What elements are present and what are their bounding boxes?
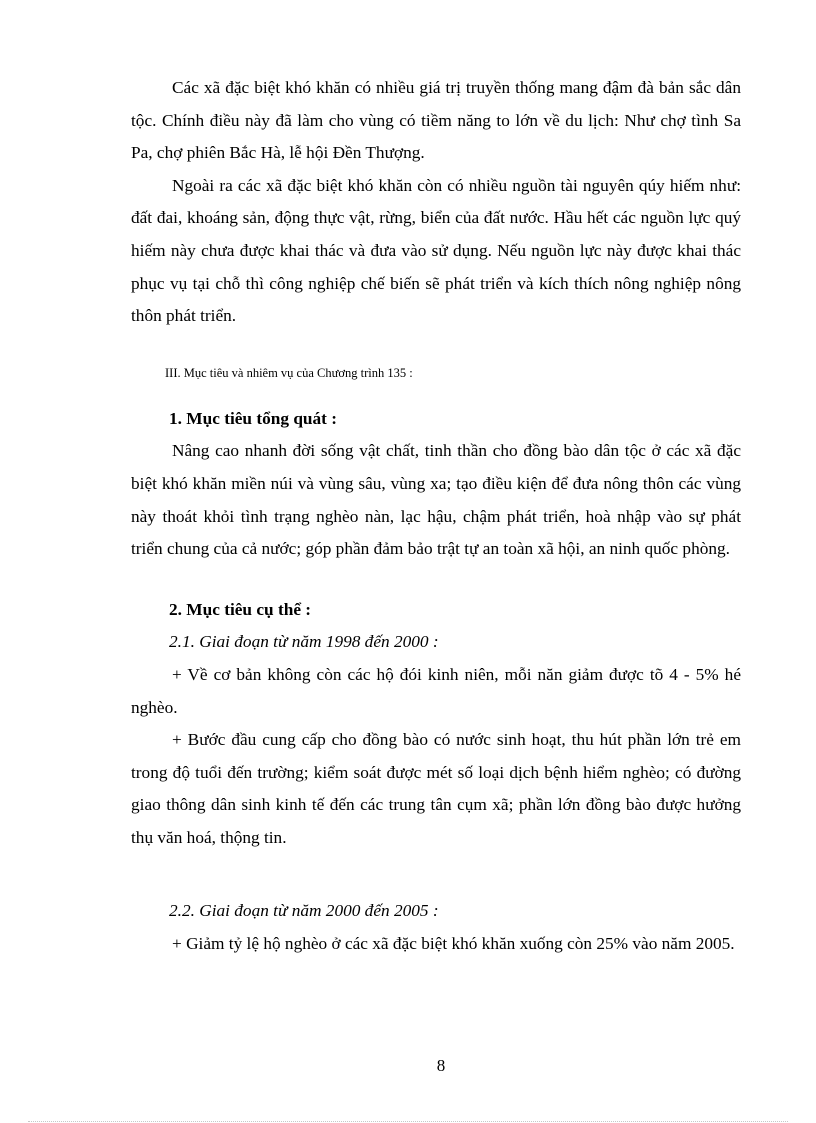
paragraph-phase2-item1: + Giảm tỷ lệ hộ nghèo ở các xã đặc biệt khó khăn xuống còn 25% vào năm 2005. <box>172 934 735 954</box>
page-bottom-divider <box>28 1121 788 1122</box>
page-content <box>131 72 741 961</box>
heading-specific-goals: 2. Mục tiêu cụ thể : <box>169 599 312 619</box>
heading-phase-2000-2005: 2.2. Giai đoạn từ năm 2000 đến 2005 : <box>169 901 439 921</box>
heading-general-goal: 1. Mục tiêu tổng quát : <box>169 408 338 428</box>
paragraph-phase1-item2: + Bước đầu cung cấp cho đồng bào có nước sinh hoạt, thu hút phần lớn trẻ em trong độ tuổi đến trường; kiểm soát được mét số loại dịch bệnh hiểm nghèo; có đường giao thông dân sinh kinh tế đến các trung tân cụm xã; phần lớn đồng bào được hưởng thụ văn hoá, thộng tin. <box>131 730 741 847</box>
paragraph-natural-resources: Ngoài ra các xã đặc biệt khó khăn còn có nhiều nguồn tài nguyên qúy hiếm như: đất đai, khoáng sản, động thực vật, rừng, biển của đất nước. Hầu hết các nguồn lực quý hiếm này chưa được khai thác và đưa vào sử dụng. Nếu nguồn lực này được khai thác phục vụ tại chỗ thì công nghiệp chế biến sẽ phát triển và kích thích nông nghiệp nông thôn phát triển. <box>131 175 741 326</box>
section-heading-program-135: III. Mục tiêu và nhiêm vụ của Chương trình 135 : <box>165 365 413 380</box>
page-number: 8 <box>436 1056 446 1075</box>
paragraph-general-goal: Nâng cao nhanh đời sống vật chất, tinh thần cho đồng bào dân tộc ở các xã đặc biệt khó khăn miền núi và vùng sâu, vùng xa; tạo điều kiện để đưa nông thôn các vùng này thoát khỏi tình trạng nghèo nàn, lạc hậu, chậm phát triển, hoà nhập vào sự phát triển chung của cả nước; góp phần đảm bảo trật tự an toàn xã hội, an ninh quốc phòng. <box>131 441 741 559</box>
paragraph-cultural-values: Các xã đặc biệt khó khăn có nhiều giá trị truyền thống mang đậm đà bản sắc dân tộc. Chính điều này đã làm cho vùng có tiềm năng to lớn về du lịch: Như chợ tình Sa Pa, chợ phiên Bắc Hà, lễ hội Đền Thượng. <box>131 78 741 163</box>
heading-phase-1998-2000: 2.1. Giai đoạn từ năm 1998 đến 2000 : <box>169 632 439 652</box>
paragraph-phase1-item1: + Về cơ bản không còn các hộ đói kinh niên, mỗi năn giảm được tõ 4 - 5% hé nghèo. <box>131 664 741 717</box>
